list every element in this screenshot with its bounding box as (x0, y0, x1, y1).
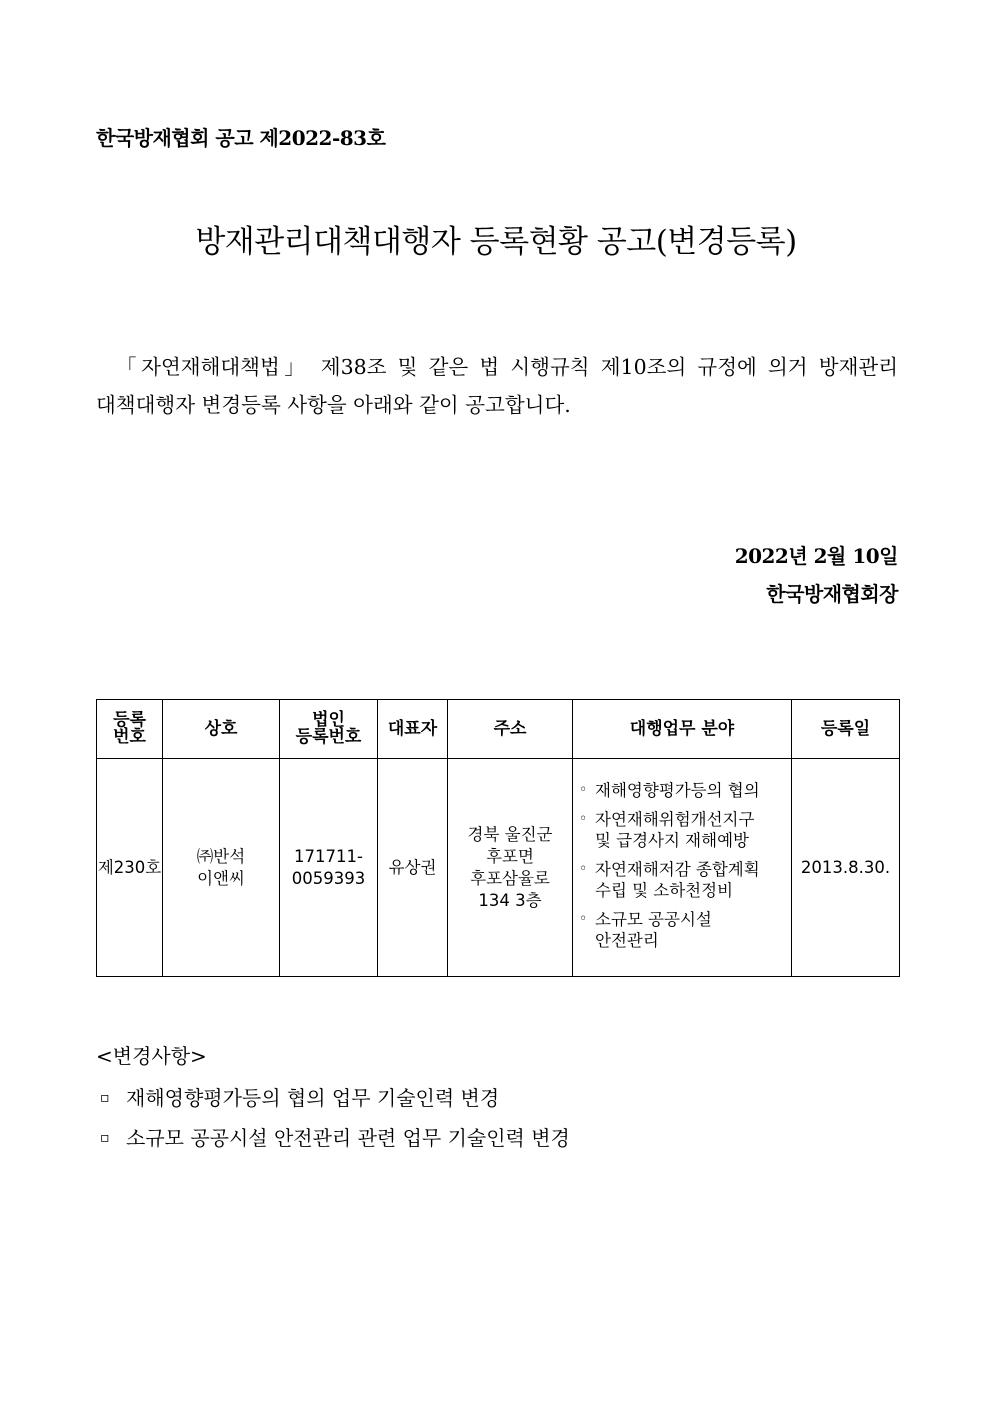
circle-bullet-icon: ◦ (579, 811, 588, 827)
header-representative: 대표자 (378, 700, 448, 759)
address-line-3: 후포삼율로 (470, 868, 550, 888)
field-item (579, 780, 787, 801)
change-text: 재해영향평가등의 협의 업무 기술인력 변경 (126, 1086, 500, 1110)
address-line-2: 후포면 (486, 846, 534, 866)
header-corp-reg-no (280, 700, 378, 759)
notice-number: 한국방재협회 공고 제2022-83호 (96, 126, 386, 150)
field-line: 및 급경사지 재해예방 (595, 831, 749, 850)
document-title: 방재관리대책대행자 등록현황 공고(변경등록) (195, 224, 797, 260)
header-corp-reg-no-line-2: 등록번호 (295, 727, 362, 747)
list-item (100, 1078, 570, 1118)
registration-table (96, 699, 900, 977)
field-line: 소규모 공공시설 (595, 910, 712, 929)
table-header-row (97, 700, 900, 759)
corp-reg-no-line-2: 0059393 (291, 868, 366, 888)
field-line: 수립 및 소하천정비 (595, 881, 734, 900)
header-company: 상호 (163, 700, 280, 759)
header-reg-no (97, 700, 163, 759)
circle-bullet-icon: ◦ (579, 911, 588, 927)
cell-company (163, 759, 280, 977)
field-line: 재해영향평가등의 협의 (595, 781, 760, 800)
intro-line-2: 대책대행자 변경등록 사항을 아래와 같이 공고합니다. (96, 393, 571, 417)
header-reg-no-line-1: 등록 (113, 710, 146, 730)
header-corp-reg-no-line-1: 법인 (312, 710, 345, 730)
cell-fields (573, 759, 792, 977)
cell-reg-date: 2013.8.30. (792, 759, 900, 977)
field-item (579, 909, 787, 951)
cell-reg-no: 제230호 (97, 759, 163, 977)
field-item (579, 809, 787, 851)
field-line: 안전관리 (595, 931, 659, 950)
list-item (100, 1118, 570, 1158)
cell-representative: 유상권 (378, 759, 448, 977)
changes-heading: <변경사항> (96, 1044, 207, 1068)
circle-bullet-icon: ◦ (579, 782, 588, 798)
square-bullet-icon: ▫ (100, 1130, 110, 1146)
intro-line-1: 「자연재해대책법」 제38조 및 같은 법 시행규칙 제10조의 규정에 의거 방재관리 (116, 355, 898, 379)
field-item (579, 859, 787, 901)
field-text (595, 909, 787, 951)
changes-list (100, 1078, 570, 1158)
cell-address (448, 759, 573, 977)
field-line: 자연재해저감 종합계획 (595, 860, 760, 879)
notice-date: 2022년 2월 10일 (734, 544, 898, 568)
issuer-name: 한국방재협회장 (766, 582, 898, 606)
header-fields: 대행업무 분야 (573, 700, 792, 759)
company-line-1: ㈜반석 (196, 846, 246, 866)
company-line-2: 이앤씨 (197, 868, 245, 888)
square-bullet-icon: ▫ (100, 1090, 110, 1106)
address-line-4: 134 3층 (478, 890, 542, 910)
intro-paragraph (96, 348, 898, 424)
corp-reg-no-line-1: 171711- (294, 846, 363, 866)
circle-bullet-icon: ◦ (579, 861, 588, 877)
header-reg-date: 등록일 (792, 700, 900, 759)
table-row (97, 759, 900, 977)
field-text (595, 859, 787, 901)
header-address: 주소 (448, 700, 573, 759)
change-text: 소규모 공공시설 안전관리 관련 업무 기술인력 변경 (126, 1126, 570, 1150)
header-reg-no-line-2: 번호 (113, 727, 146, 747)
field-line: 자연재해위험개선지구 (595, 810, 755, 829)
field-text (595, 780, 787, 801)
field-text (595, 809, 787, 851)
address-line-1: 경북 울진군 (467, 824, 553, 844)
cell-corp-reg-no (280, 759, 378, 977)
